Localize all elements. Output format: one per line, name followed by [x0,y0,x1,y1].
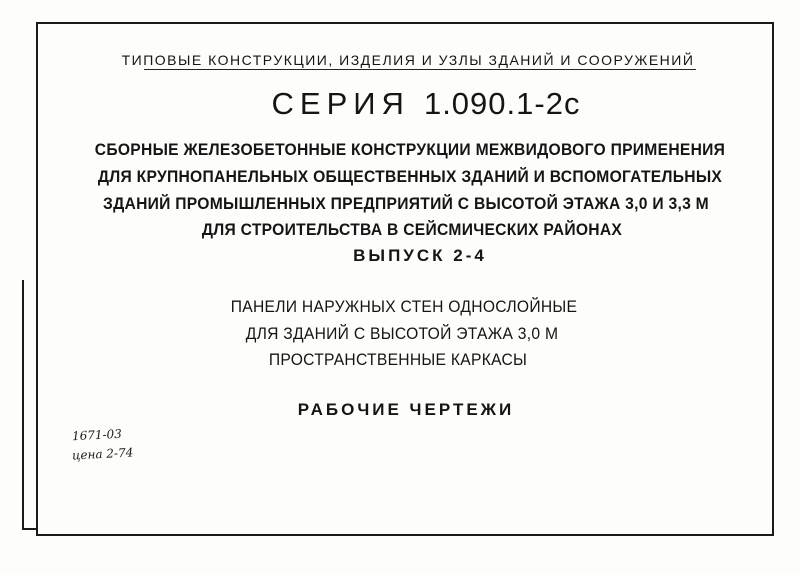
subject-line-2: ДЛЯ ЗДАНИЙ С ВЫСОТОЙ ЭТАЖА 3,0 М [245,324,559,343]
title-line-2: ДЛЯ КРУПНОПАНЕЛЬНЫХ ОБЩЕСТВЕННЫХ ЗДАНИЙ И ВСПОМОГАТЕЛЬНЫХ [97,167,723,186]
handwritten-code: 1671-03 [71,426,123,444]
title-line-1: СБОРНЫЕ ЖЕЛЕЗОБЕТОННЫЕ КОНСТРУКЦИИ МЕЖВИДОВОГО ПРИМЕНЕНИЯ [94,140,726,159]
title-line-3: ЗДАНИЙ ПРОМЫШЛЕННЫХ ПРЕДПРИЯТИЙ С ВЫСОТОЙ ЭТАЖА 3,0 И 3,3 М [103,194,709,213]
issue-label: ВЫПУСК 2-4 [353,246,487,265]
series-number: 1.090.1-2с [423,86,581,121]
subject-line-3: ПРОСТРАНСТВЕННЫЕ КАРКАСЫ [268,350,528,369]
working-drawings-label: РАБОЧИЕ ЧЕРТЕЖИ [297,400,515,419]
document-header [8,52,800,68]
subject-line-1: ПАНЕЛИ НАРУЖНЫХ СТЕН ОДНОСЛОЙНЫЕ [230,297,578,316]
header-text: ТИПОВЫЕ КОНСТРУКЦИИ, ИЗДЕЛИЯ И УЗЛЫ ЗДАНИЙ И СООРУЖЕНИЙ [121,52,695,68]
series-title [26,86,800,122]
handwritten-price: цена 2-74 [71,445,134,463]
header-underline [144,69,696,70]
series-label: СЕРИЯ [271,86,410,121]
title-line-4: ДЛЯ СТРОИТЕЛЬСТВА В СЕЙСМИЧЕСКИХ РАЙОНАХ [201,220,623,239]
